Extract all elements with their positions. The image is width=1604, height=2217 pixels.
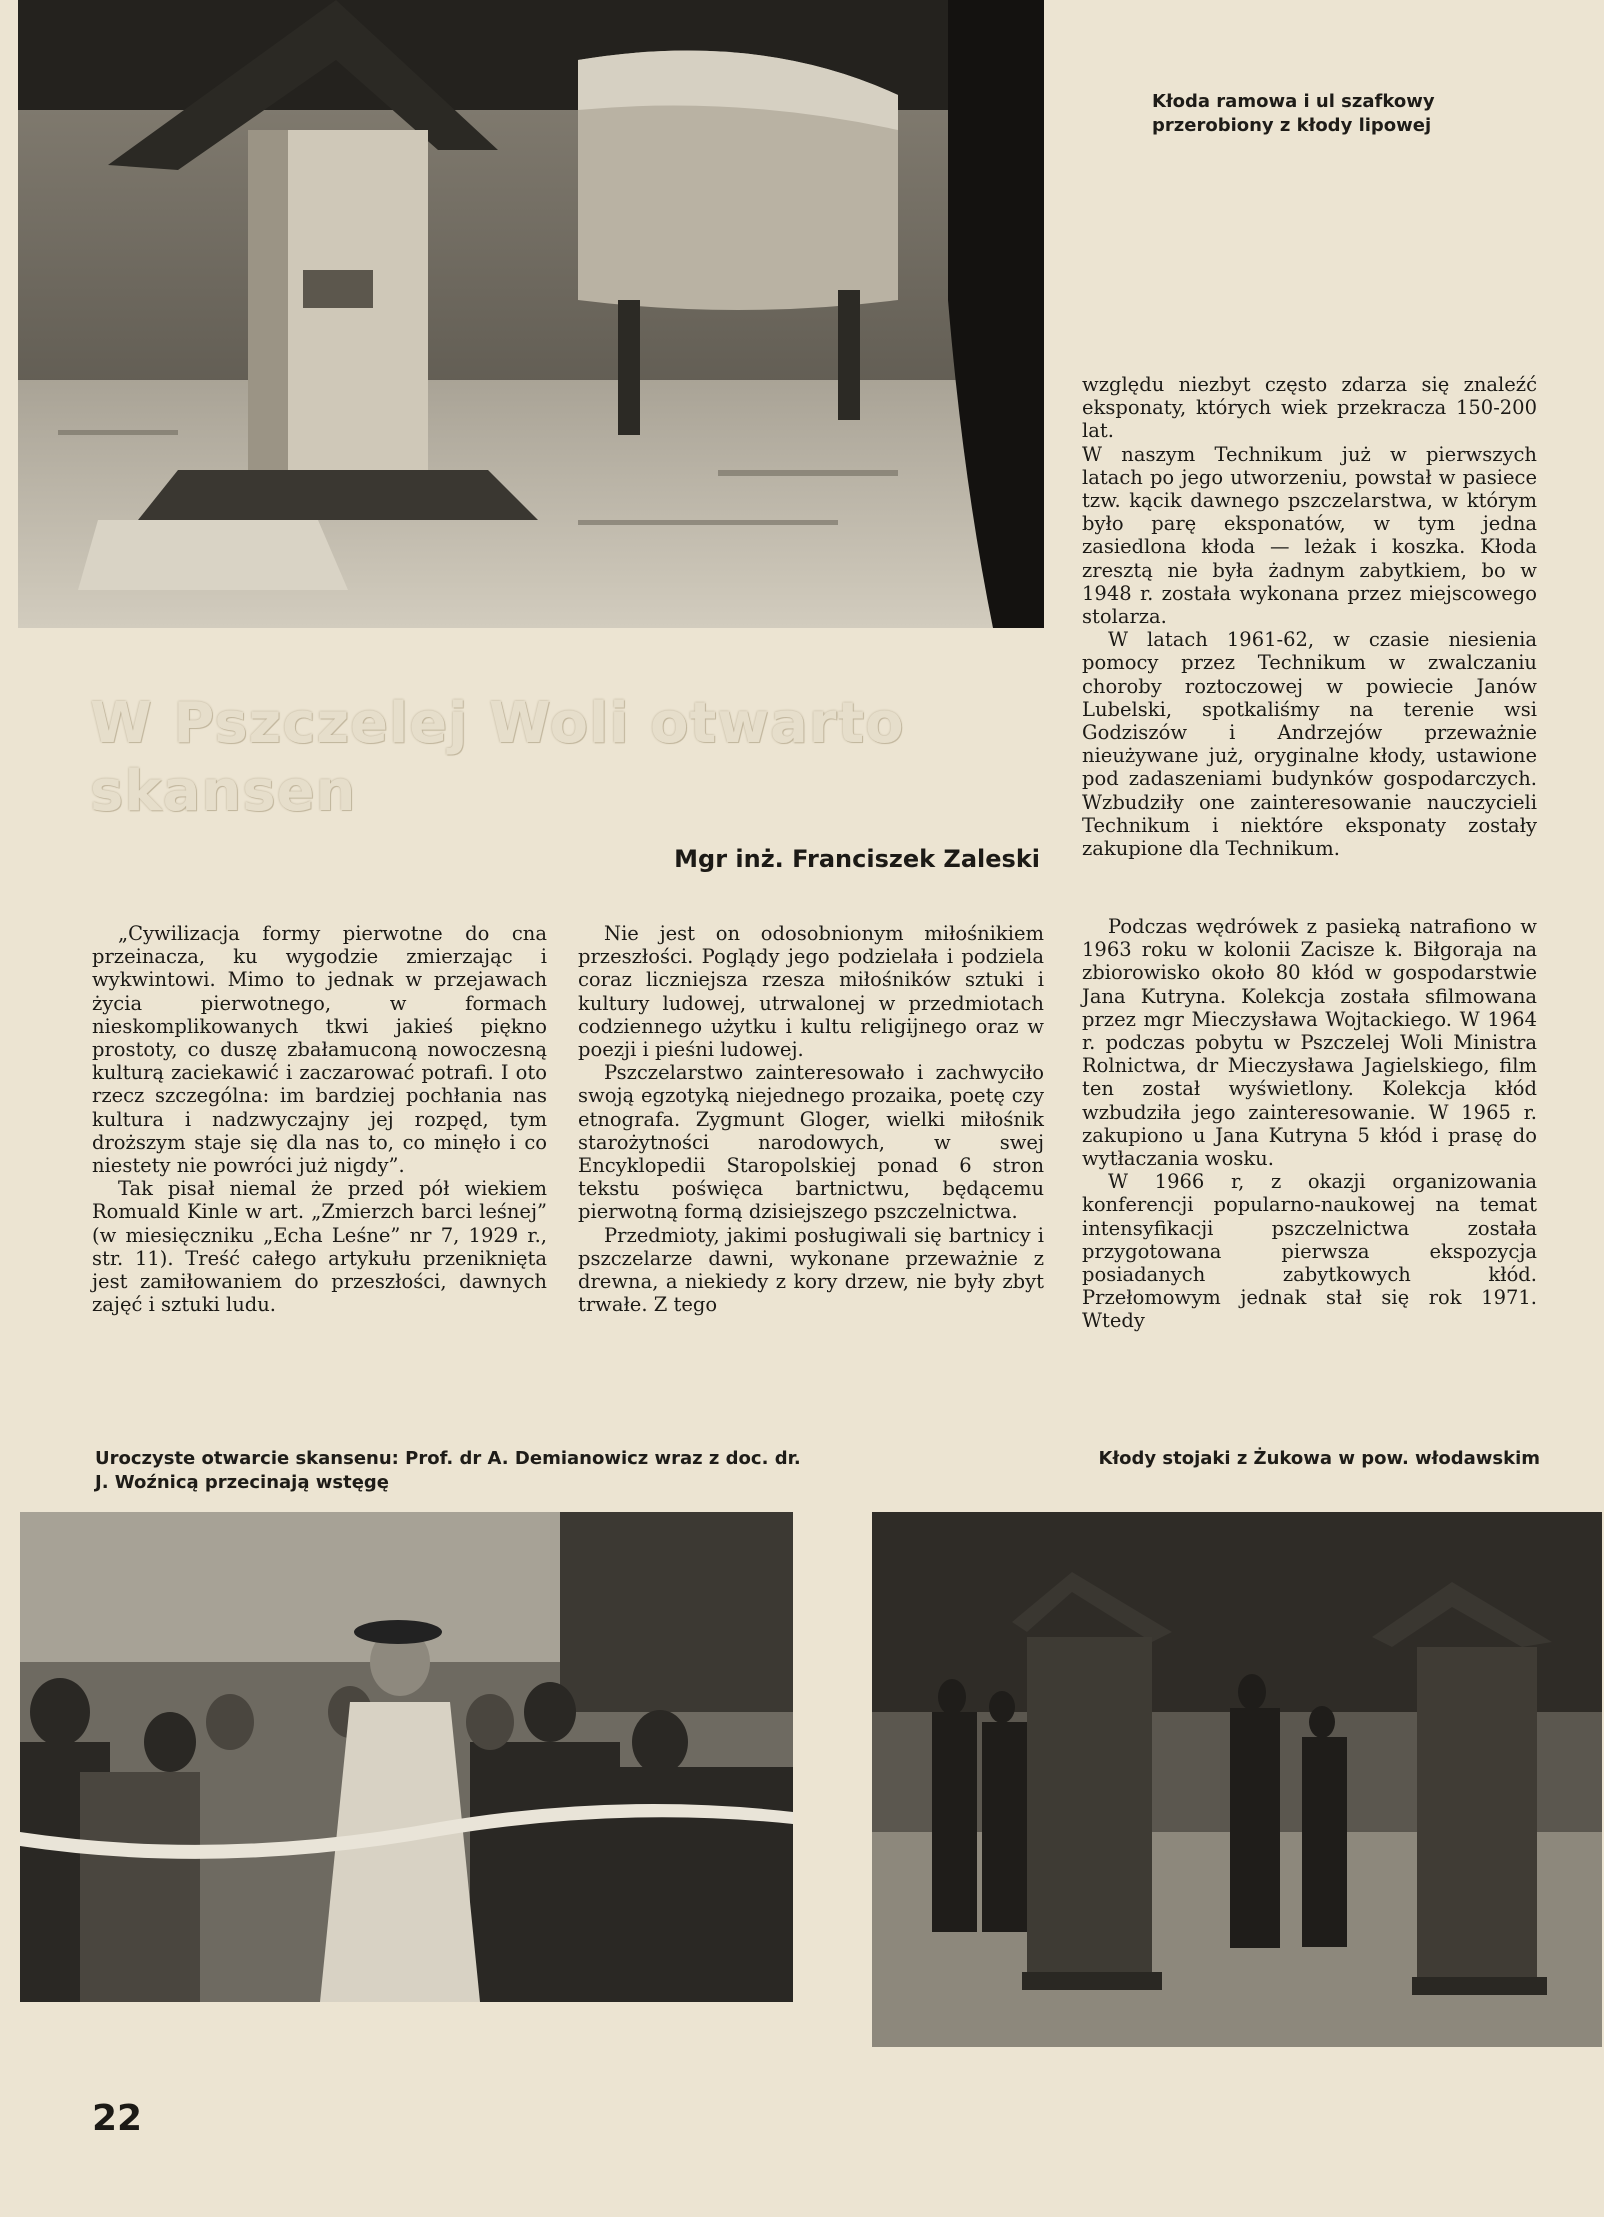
paragraph: W latach 1961-62, w czasie niesienia pomocy przez Technikum w zwalczaniu choroby roztoczowej w powiecie Janów Lubelski, spotkaliśmy na terenie wsi Godziszów i Andrzejów przeważnie nieużywane już, oryginalne kłody, ustawione pod zadaszeniami budynków gospodarczych. Wzbudziły one zainteresowanie nauczycieli Technikum i niektóre eksponaty zostały zakupione dla Technikum. bbox=[1082, 628, 1537, 861]
paragraph: W 1966 r, z okazji organizowania konferencji popularno-naukowej na temat intensyfikacji pszczelnictwa została przygotowana pierwsza ekspozycja posiadanych zabytkowych kłód. Przełomowym jednak stał się rok 1971. Wtedy bbox=[1082, 1170, 1537, 1333]
paragraph: „Cywilizacja formy pierwotne do cna przeinacza, ku wygodzie zmierzając i wykwintowi. Mimo to jednak w przejawach życia pierwotnego, w formach nieskomplikowanych tkwi jakieś piękno prostoty, co duszę zbałamuconą nowoczesną kulturą zaciekawić i zaczarować potrafi. I oto rzecz szczególna: im bardziej pochłania nas kultura i nadzwyczajny jej rozpęd, tym droższym staje się dla nas to, co minęło i co niestety nie powróci już nigdy”. bbox=[92, 922, 547, 1178]
caption-bottom-right-photo: Kłody stojaki z Żukowa w pow. włodawskim bbox=[1098, 1448, 1540, 1469]
caption-bottom-left-photo: Uroczyste otwarcie skansenu: Prof. dr A. Demianowicz wraz z doc. dr. J. Woźnicą przecinają wstęgę bbox=[95, 1448, 801, 1493]
page-number: 22 bbox=[92, 2098, 143, 2139]
photo-ribbon-cutting-ceremony bbox=[20, 1512, 793, 2002]
paragraph: Przedmioty, jakimi posługiwali się bartnicy i pszczelarze dawni, wykonane przeważnie z drewna, a niekiedy z kory drzew, nie były zbyt trwałe. Z tego bbox=[578, 1223, 1044, 1317]
paragraph: Tak pisał niemal że przed pół wiekiem Romuald Kinle w art. „Zmierzch barci leśnej” (w miesięczniku „Echa Leśne” nr 7, 1929 r., str. 11). Treść całego artykułu przeniknięta jest zamiłowaniem do przeszłości, dawnych zajęć i sztuki ludu. bbox=[92, 1177, 547, 1317]
photo-beehives-log-and-cabinet bbox=[18, 0, 1044, 628]
article-column-3-lower bbox=[1082, 915, 1537, 1333]
article-column-2 bbox=[578, 922, 1044, 1316]
photo-standing-log-hives bbox=[872, 1512, 1602, 2047]
paragraph: Podczas wędrówek z pasieką natrafiono w 1963 roku w kolonii Zacisze k. Biłgoraja na zbiorowisko około 80 kłód w gospodarstwie Jana Kutryna. Kolekcja została sfilmowana przez mgr Mieczysława Wojtackiego. W 1964 r. podczas pobytu w Pszczelej Woli Ministra Rolnictwa, dr Mieczysława Jagielskiego, film ten został wyświetlony. Kolekcja kłód wzbudziła jego zainteresowanie. W 1965 r. zakupiono u Jana Kutryna 5 kłód i prasę do wytłaczania wosku. bbox=[1082, 915, 1537, 1171]
paragraph: Pszczelarstwo zainteresowało i zachwyciło swoją egzotyką niejednego prozaika, poetę czy etnografa. Zygmunt Gloger, wielki miłośnik starożytności narodowych, w swej Encyklopedii Staropolskiej ponad 6 stron tekstu poświęca bartnictwu, będącemu pierwotną formą dzisiejszego pszczelnictwa. bbox=[578, 1061, 1044, 1224]
article-column-1 bbox=[92, 922, 547, 1316]
article-author: Mgr inż. Franciszek Zaleski bbox=[674, 845, 1040, 873]
paragraph: Nie jest on odosobnionym miłośnikiem przeszłości. Poglądy jego podzielała i podziela coraz liczniejsza rzesza miłośników sztuki i kultury ludowej, utrwalonej w przedmiotach codziennego użytku i kultu religijnego oraz w poezji i pieśni ludowej. bbox=[578, 922, 1044, 1062]
article-title: W Pszczelej Woli otwarto skansen bbox=[90, 691, 905, 824]
article-column-3-upper bbox=[1082, 373, 1537, 860]
paragraph: W naszym Technikum już w pierwszych latach po jego utworzeniu, powstał w pasiece tzw. kącik dawnego pszczelarstwa, w którym było parę eksponatów, w tym jedna zasiedlona kłoda — leżak i koszka. Kłoda zresztą nie była żadnym zabytkiem, bo w 1948 r. została wykonana przez miejscowego stolarza. bbox=[1082, 442, 1537, 629]
paragraph: względu niezbyt często zdarza się znaleźć eksponaty, których wiek przekracza 150-200 lat. bbox=[1082, 373, 1537, 443]
caption-top-photo: Kłoda ramowa i ul szafkowy przerobiony z kłody lipowej bbox=[1152, 91, 1435, 136]
